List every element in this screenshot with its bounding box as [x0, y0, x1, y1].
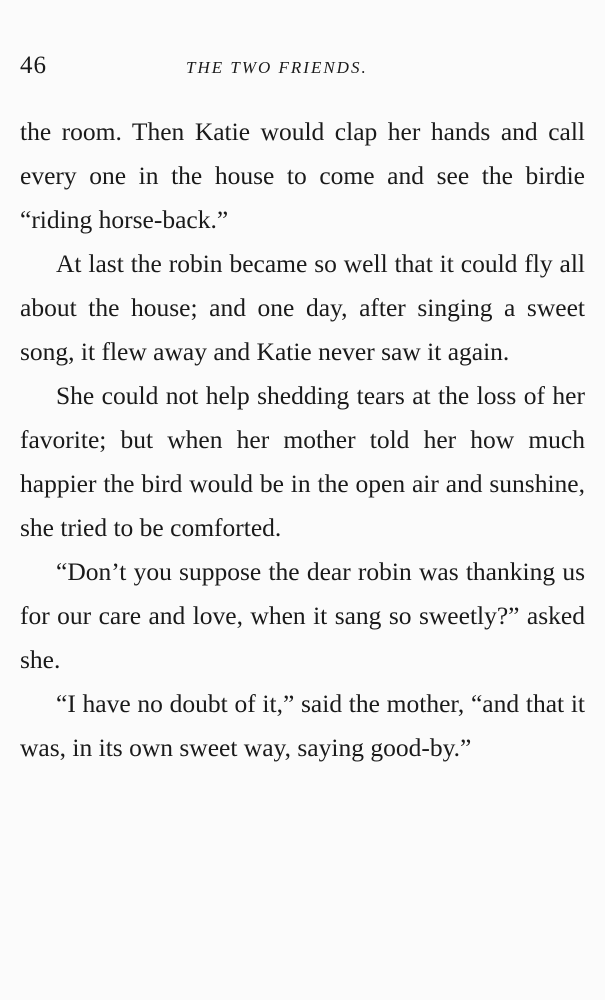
paragraph-3: She could not help shedding tears at the loss of her favorite; but when her mother told her how much happier the bird would be in the open air and sunshine, she tried to be comforted. [20, 381, 585, 542]
paragraph-1: the room. Then Katie would clap her hands and call every one in the house to come and see the birdie “riding horse-back.” [20, 117, 585, 234]
paragraph-5: “I have no doubt of it,” said the mother, “and that it was, in its own sweet way, saying good-by.” [20, 689, 585, 762]
body-text [20, 110, 585, 770]
page-number: 46 [20, 52, 47, 79]
page-header [20, 48, 585, 84]
paragraph-2: At last the robin became so well that it could fly all about the house; and one day, after singing a sweet song, it flew away and Katie never saw it again. [20, 249, 585, 366]
paragraph-4: “Don’t you suppose the dear robin was thanking us for our care and love, when it sang so sweetly?” asked she. [20, 557, 585, 674]
running-head: THE TWO FRIENDS. [186, 58, 368, 77]
